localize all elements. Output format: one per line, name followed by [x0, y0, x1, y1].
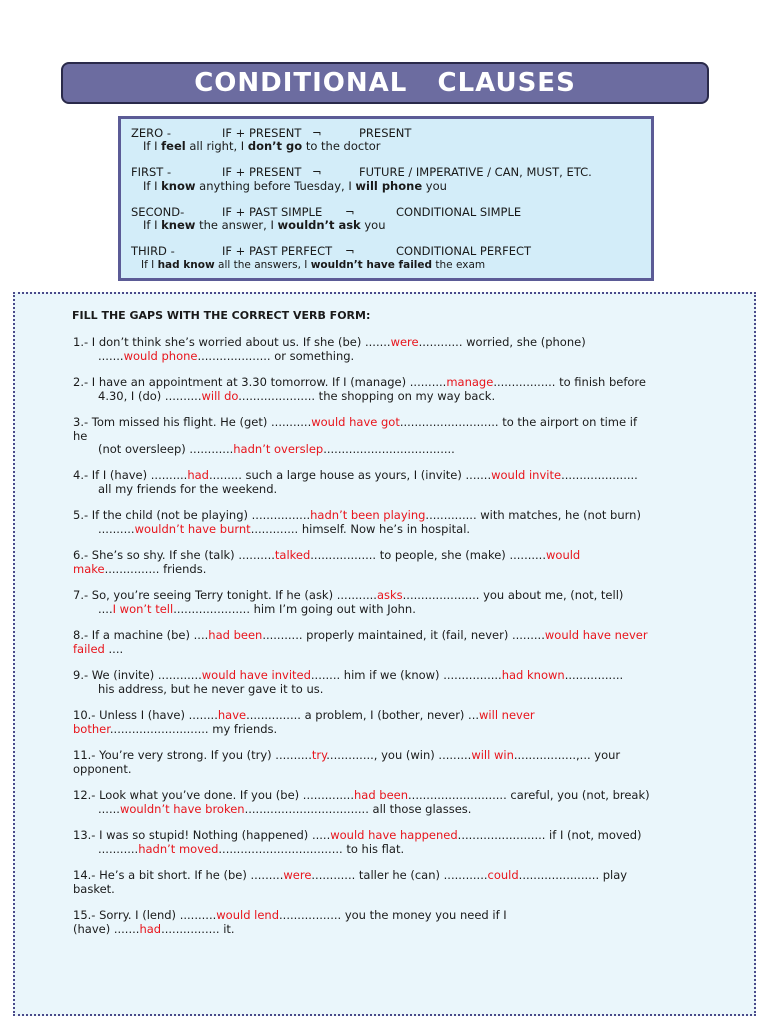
- exercise-line: [73, 509, 641, 523]
- answer-text: had been: [354, 788, 409, 802]
- rule-name: THIRD -: [131, 244, 175, 258]
- rule-arrow: ¬: [312, 126, 322, 140]
- prompt-text: 2.- I have an appointment at 3.30 tomorrow. If I (manage) ..........: [73, 375, 447, 389]
- answer-text: hadn’t been playing: [310, 508, 426, 522]
- prompt-text: ................. to finish before: [493, 375, 646, 389]
- exercise-line: [73, 603, 623, 617]
- prompt-text: ........... properly maintained, it (fail, never) .........: [262, 628, 545, 642]
- exercise-line: [73, 350, 586, 364]
- rules-summary-box: [118, 116, 654, 281]
- exercise-item-4: [73, 469, 638, 496]
- exercise-item-6: [73, 549, 580, 576]
- exercise-line: [73, 683, 623, 697]
- rule-header: [131, 244, 641, 258]
- exercise-line: [73, 803, 650, 817]
- rule-condition: IF + PAST SIMPLE: [222, 205, 323, 219]
- prompt-text: 5.- If the child (not be playing) ................: [73, 508, 311, 522]
- rule-example: [143, 139, 381, 153]
- answer-text: talked: [274, 548, 311, 562]
- answer-text: would have invited: [201, 668, 311, 682]
- answer-text: had been: [208, 628, 263, 642]
- prompt-text: 7.- So, you’re seeing Terry tonight. If he (ask) ...........: [73, 588, 377, 602]
- exercise-item-5: [73, 509, 641, 536]
- exercise-line: [73, 709, 535, 723]
- rule-header: [131, 205, 641, 219]
- prompt-text: ........................... careful, you (not, break): [408, 788, 650, 802]
- rule-example: [143, 218, 386, 232]
- rule-arrow: ¬: [312, 165, 322, 179]
- example-text: anything before Tuesday, I: [195, 179, 356, 193]
- exercise-line: [73, 443, 637, 457]
- exercise-item-10: [73, 709, 535, 736]
- prompt-text: ............... a problem, I (bother, never) ...: [246, 708, 480, 722]
- rule-condition: IF + PRESENT: [222, 126, 302, 140]
- answer-text: bother: [73, 721, 110, 736]
- prompt-text: 4.30, I (do) ..........: [98, 388, 202, 403]
- rule-header: [131, 126, 641, 140]
- answer-text: wouldn’t have broken: [119, 801, 245, 816]
- prompt-text: basket.: [73, 881, 115, 896]
- example-text: If I: [141, 259, 158, 271]
- exercise-line: [73, 589, 623, 603]
- exercise-line: [73, 789, 650, 803]
- rule-name: FIRST -: [131, 165, 172, 179]
- prompt-text: ........................... to the airport on time if: [399, 415, 637, 429]
- prompt-text: .................. to people, she (make) ..........: [310, 548, 546, 562]
- exercise-item-14: [73, 869, 627, 896]
- prompt-text: 11.- You’re very strong. If you (try) ..........: [73, 748, 312, 762]
- answer-text: could: [487, 868, 519, 882]
- example-text: If I: [143, 218, 162, 232]
- answer-text: I won’t tell: [112, 601, 174, 616]
- prompt-text: .................................. to his flat.: [218, 841, 405, 856]
- answer-text: hadn’t moved: [138, 841, 219, 856]
- exercise-line: [73, 829, 642, 843]
- prompt-text: ............... friends.: [104, 561, 207, 576]
- exercise-item-2: [73, 376, 646, 403]
- answer-text: would have got: [311, 415, 400, 429]
- answer-text: asks: [376, 588, 403, 602]
- exercise-line: [73, 563, 580, 577]
- exercise-item-15: [73, 909, 507, 936]
- exercise-line: [73, 923, 507, 937]
- example-text: the answer, I: [195, 218, 278, 232]
- prompt-text: ...................... play: [518, 868, 628, 882]
- example-verb: had know: [157, 259, 215, 271]
- rule-condition: IF + PAST PERFECT: [222, 244, 333, 258]
- example-text: you: [422, 179, 447, 193]
- example-verb: don’t go: [247, 139, 303, 153]
- prompt-text: ......: [98, 801, 120, 816]
- rule-header: [131, 165, 641, 179]
- rule-name: SECOND-: [131, 205, 185, 219]
- exercise-line: [73, 843, 642, 857]
- prompt-text: 6.- She’s so shy. If she (talk) ..........: [73, 548, 275, 562]
- answer-text: will do: [201, 388, 239, 403]
- exercise-item-1: [73, 336, 586, 363]
- answer-text: try: [311, 748, 327, 762]
- answer-text: make: [73, 561, 105, 576]
- exercise-item-7: [73, 589, 623, 616]
- prompt-text: ............. himself. Now he’s in hospital.: [250, 521, 471, 536]
- prompt-text: 15.- Sorry. I (lend) ..........: [73, 908, 217, 922]
- exercise-item-13: [73, 829, 642, 856]
- answer-text: were: [390, 335, 419, 349]
- exercise-line: [73, 469, 638, 483]
- prompt-text: (have) .......: [73, 921, 140, 936]
- example-text: If I: [143, 139, 162, 153]
- exercise-line: [73, 336, 586, 350]
- prompt-text: ........................ if I (not, moved): [457, 828, 642, 842]
- answer-text: had: [139, 921, 162, 936]
- prompt-text: ............ taller he (can) ............: [311, 868, 488, 882]
- prompt-text: .................................. all those glasses.: [244, 801, 472, 816]
- example-verb: knew: [161, 218, 196, 232]
- prompt-text: ....................................: [323, 442, 455, 456]
- prompt-text: 3.- Tom missed his flight. He (get) ...........: [73, 415, 312, 429]
- prompt-text: 12.- Look what you’ve done. If you (be) ..............: [73, 788, 354, 802]
- exercise-line: [73, 763, 620, 777]
- exercise-item-8: [73, 629, 648, 656]
- example-text: you: [360, 218, 386, 232]
- prompt-text: .......: [98, 348, 124, 363]
- answer-text: would lend: [216, 908, 280, 922]
- prompt-text: ........ him if we (know) ................: [310, 668, 502, 682]
- answer-text: would have never: [544, 628, 648, 642]
- prompt-text: 13.- I was so stupid! Nothing (happened) .....: [73, 828, 331, 842]
- exercise-line: [73, 883, 627, 897]
- exercise-line: [73, 749, 620, 763]
- prompt-text: ..................... you about me, (not, tell): [402, 588, 624, 602]
- prompt-text: all my friends for the weekend.: [98, 481, 278, 496]
- exercise-line: [73, 523, 641, 537]
- example-text: If I: [143, 179, 162, 193]
- exercise-item-9: [73, 669, 623, 696]
- prompt-text: 10.- Unless I (have) ........: [73, 708, 218, 722]
- example-verb: will phone: [355, 179, 423, 193]
- rule-arrow: ¬: [345, 244, 355, 258]
- prompt-text: ....: [98, 601, 113, 616]
- rule-example: [141, 258, 485, 272]
- rule-name: ZERO -: [131, 126, 171, 140]
- example-text: to the doctor: [302, 139, 381, 153]
- exercise-line: [73, 669, 623, 683]
- prompt-text: 14.- He’s a bit short. If he (be) .........: [73, 868, 284, 882]
- prompt-text: ........................... my friends.: [109, 721, 278, 736]
- answer-text: would: [546, 548, 581, 562]
- answer-text: will never: [479, 708, 535, 722]
- rule-example: [143, 179, 447, 193]
- prompt-text: .....................: [561, 468, 638, 482]
- prompt-text: ............ worried, she (phone): [418, 335, 586, 349]
- example-verb: feel: [161, 139, 186, 153]
- example-verb: know: [161, 179, 196, 193]
- example-text: all right, I: [185, 139, 248, 153]
- prompt-text: .............. with matches, he (not burn): [425, 508, 641, 522]
- prompt-text: .................,... your: [513, 748, 621, 762]
- exercise-line: [73, 869, 627, 883]
- exercise-line: [73, 416, 637, 430]
- prompt-text: ..................... the shopping on my way back.: [238, 388, 496, 403]
- exercise-line: [73, 723, 535, 737]
- example-verb: wouldn’t ask: [277, 218, 361, 232]
- answer-text: manage: [446, 375, 494, 389]
- exercise-line: [73, 643, 648, 657]
- exercise-line: [73, 549, 580, 563]
- prompt-text: ....: [104, 641, 124, 656]
- prompt-text: ................: [564, 668, 624, 682]
- prompt-text: ..........: [98, 521, 135, 536]
- exercise-item-11: [73, 749, 620, 776]
- answer-text: had: [187, 468, 209, 482]
- example-text: all the answers, I: [214, 259, 311, 271]
- prompt-text: he: [73, 428, 88, 443]
- rule-result: PRESENT: [359, 126, 412, 140]
- exercise-item-3: [73, 416, 637, 457]
- answer-text: failed: [73, 641, 105, 656]
- answer-text: have: [217, 708, 247, 722]
- prompt-text: .................... or something.: [197, 348, 355, 363]
- answer-text: would have happened: [330, 828, 458, 842]
- answer-text: were: [283, 868, 312, 882]
- page-title: CONDITIONAL CLAUSES: [61, 62, 709, 104]
- prompt-text: ................ it.: [161, 921, 235, 936]
- answer-text: had known: [501, 668, 565, 682]
- answer-text: wouldn’t have burnt: [134, 521, 251, 536]
- answer-text: will win: [471, 748, 514, 762]
- exercise-instructions: FILL THE GAPS WITH THE CORRECT VERB FORM:: [72, 309, 371, 322]
- prompt-text: ............., you (win) .........: [326, 748, 472, 762]
- rule-result: CONDITIONAL PERFECT: [396, 244, 532, 258]
- prompt-text: his address, but he never gave it to us.: [98, 681, 324, 696]
- prompt-text: ..................... him I’m going out with John.: [173, 601, 416, 616]
- exercise-line: [73, 483, 638, 497]
- exercise-line: [73, 909, 507, 923]
- rule-result: CONDITIONAL SIMPLE: [396, 205, 522, 219]
- prompt-text: 8.- If a machine (be) ....: [73, 628, 209, 642]
- rule-condition: IF + PRESENT: [222, 165, 302, 179]
- exercise-line: [73, 376, 646, 390]
- exercise-line: [73, 390, 646, 404]
- prompt-text: opponent.: [73, 761, 132, 776]
- example-verb: wouldn’t have failed: [310, 259, 433, 271]
- example-text: the exam: [432, 259, 486, 271]
- exercise-line: [73, 430, 637, 444]
- answer-text: would phone: [123, 348, 198, 363]
- prompt-text: 1.- I don’t think she’s worried about us. If she (be) .......: [73, 335, 391, 349]
- answer-text: hadn’t overslep: [233, 442, 324, 456]
- prompt-text: ......... such a large house as yours, I (invite) .......: [208, 468, 492, 482]
- rule-result: FUTURE / IMPERATIVE / CAN, MUST, ETC.: [359, 165, 592, 179]
- exercise-line: [73, 629, 648, 643]
- prompt-text: ................. you the money you need if I: [279, 908, 507, 922]
- prompt-text: ...........: [98, 841, 139, 856]
- exercise-item-12: [73, 789, 650, 816]
- rule-arrow: ¬: [345, 205, 355, 219]
- prompt-text: (not oversleep) ............: [98, 442, 234, 456]
- prompt-text: 4.- If I (have) ..........: [73, 468, 188, 482]
- answer-text: would invite: [491, 468, 562, 482]
- prompt-text: 9.- We (invite) ............: [73, 668, 202, 682]
